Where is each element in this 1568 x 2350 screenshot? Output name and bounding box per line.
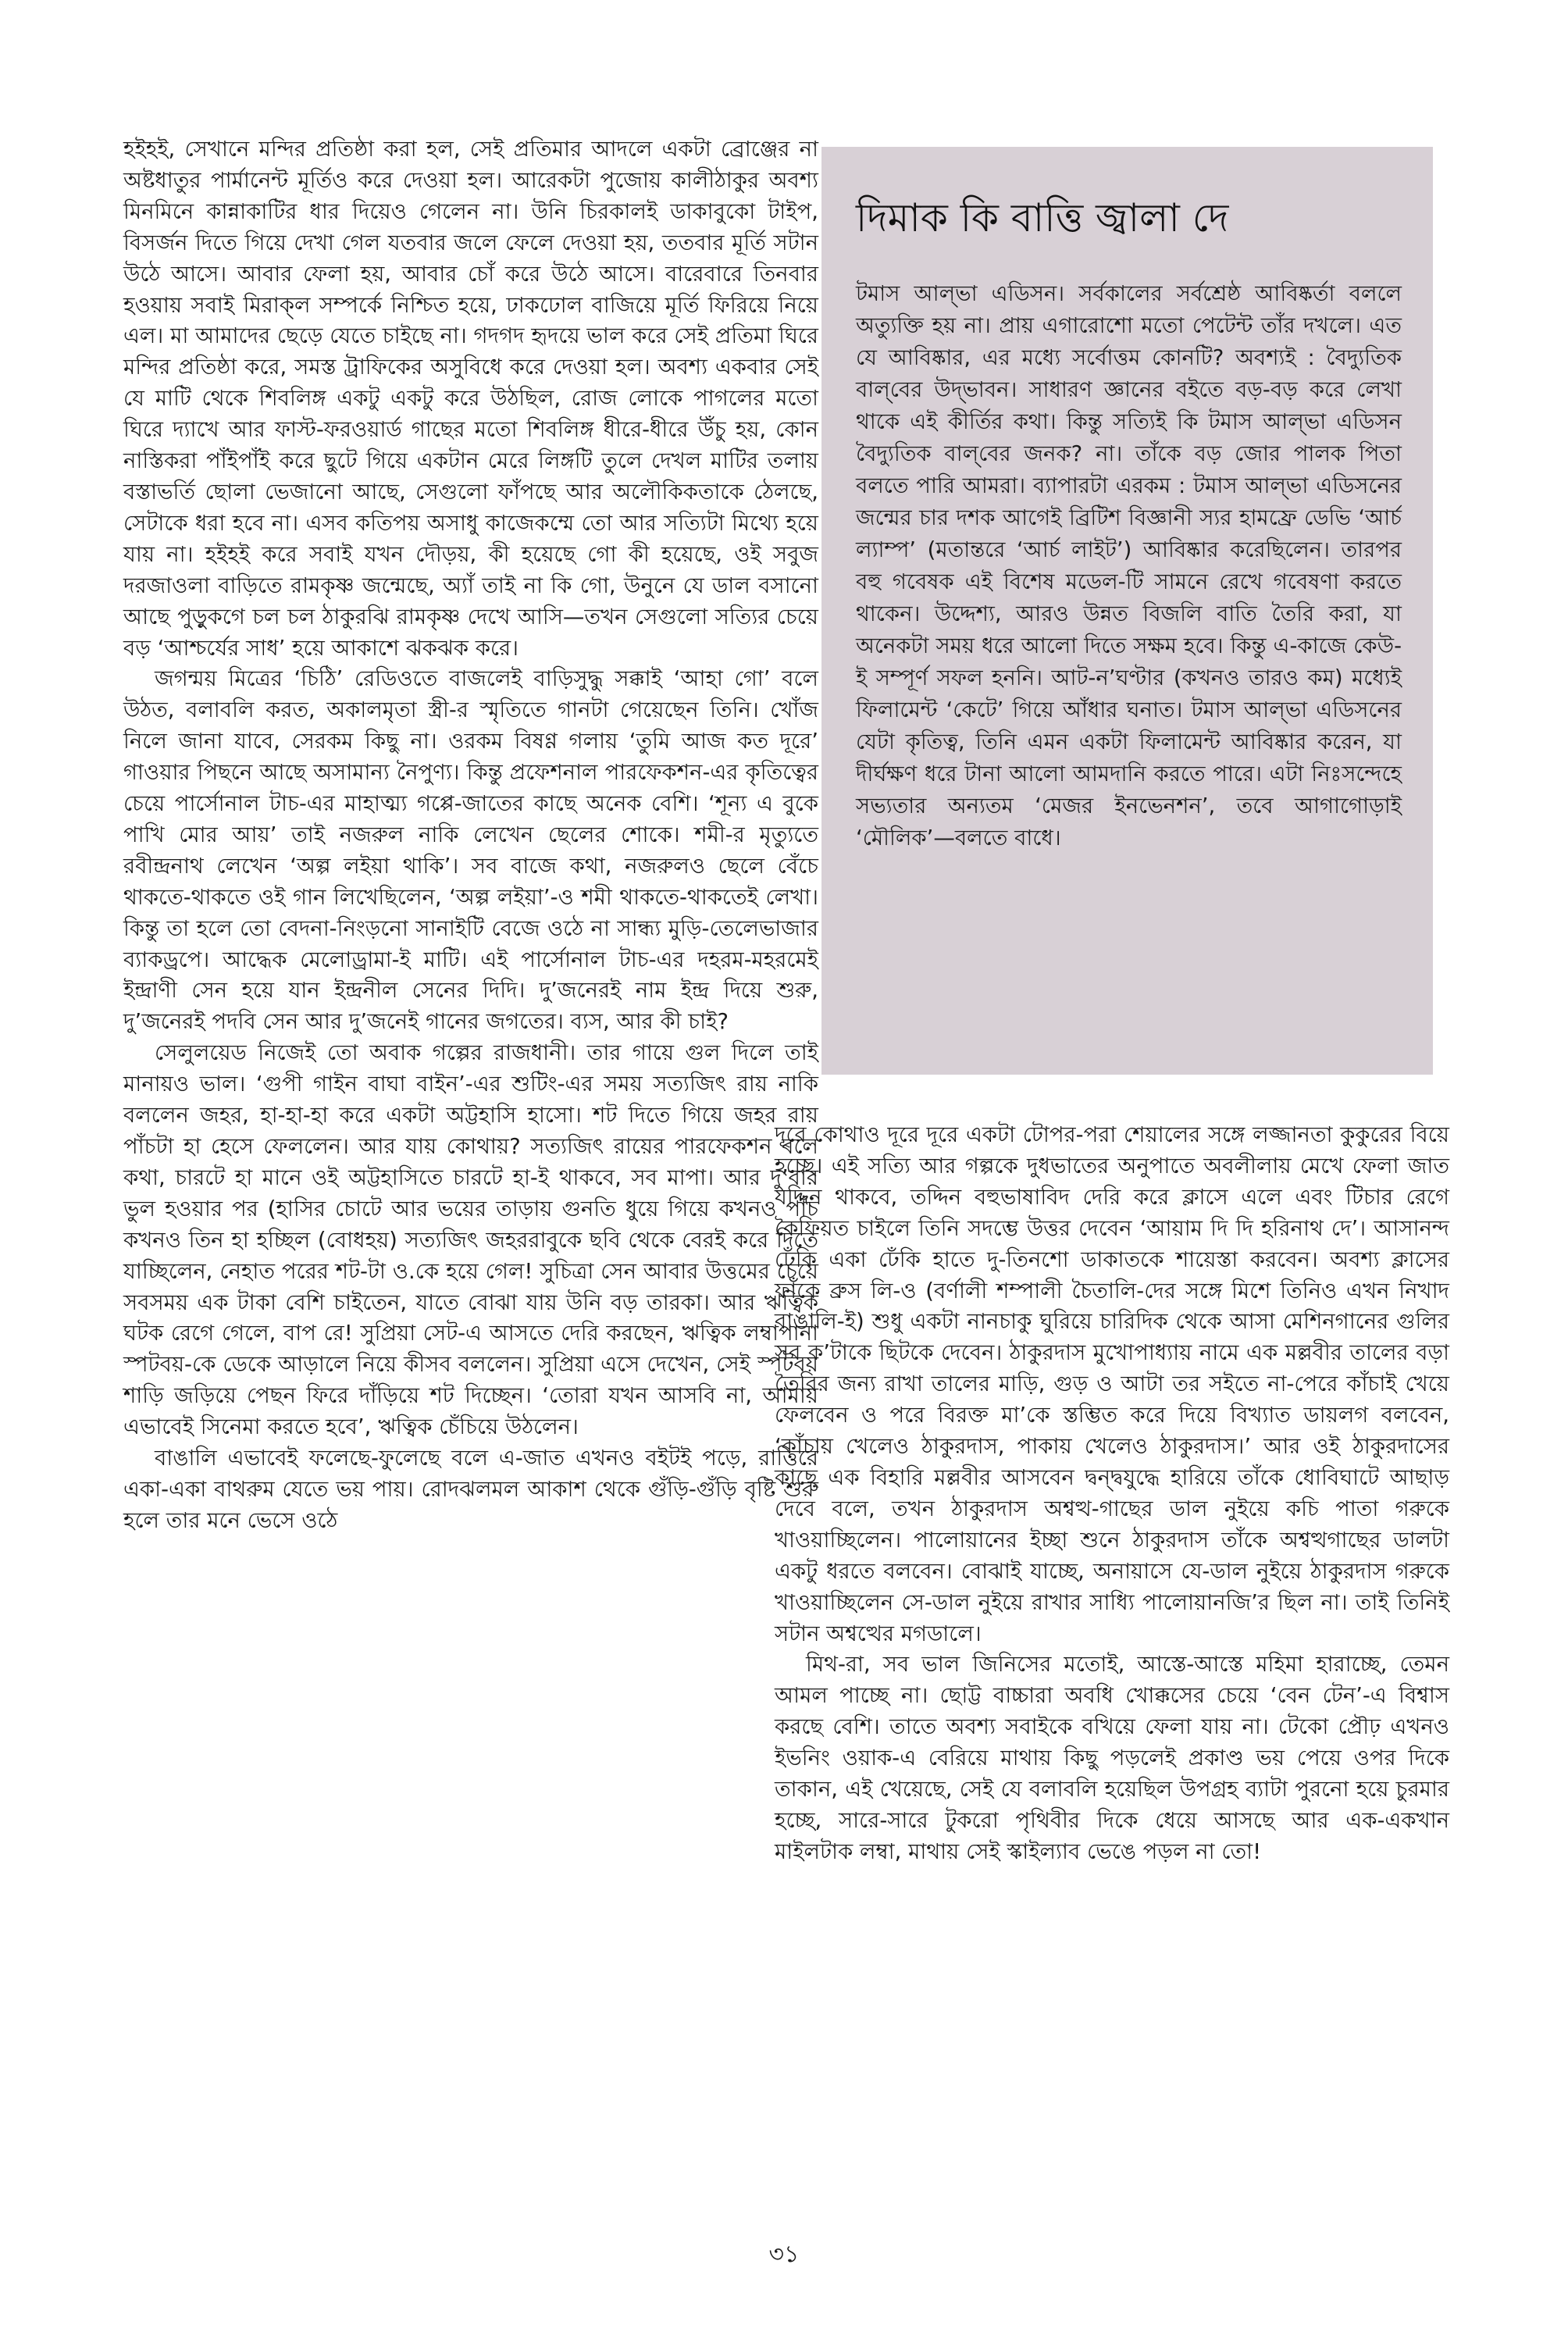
left-paragraph-1: হইহই, সেখানে মন্দির প্রতিষ্ঠা করা হল, সেই প্রতিমার আদলে একটা ব্রোঞ্জের না অষ্টধাতুর পার্মানেন্ট মূর্তিও করে দেওয়া হল। আরেকটা পুজোয় কালীঠাকুর অবশ্য মিনমিনে কান্নাকাটির ধার দিয়েও গেলেন না। উনি চিরকালই ডাকাবুকো টাইপ, বিসর্জন দিতে গিয়ে দেখা গেল যতবার জলে ফেলে দেওয়া হয়, ততবার মূর্তি সটান উঠে আসে। আবার ফেলা হয়, আবার চোঁ করে উঠে আসে। বারেবারে তিনবার হওয়ায় সবাই মিরাক্‌ল সম্পর্কে নিশ্চিত হয়ে, ঢাকঢোল বাজিয়ে মূর্তি ফিরিয়ে নিয়ে এল। মা আমাদের ছেড়ে যেতে চাইছে না। গদগদ হৃদয়ে ভাল করে সেই প্রতিমা ঘিরে মন্দির প্রতিষ্ঠা করে, সমস্ত ট্রাফিকের অসুবিধে করে দেওয়া হল। অবশ্য একবার সেই যে মাটি থেকে শিবলিঙ্গ একটু একটু করে উঠছিল, রোজ লোকে পাগলের মতো ঘিরে দ্যাখে আর ফাস্ট-ফরওয়ার্ড গাছের মতো শিবলিঙ্গ ধীরে-ধীরে উঁচু হয়, কোন নাস্তিকরা পাঁইপাঁই করে ছুটে গিয়ে একটান মেরে লিঙ্গটি তুলে দেখল মাটির তলায় বস্তাভর্তি ছোলা ভেজানো আছে, সেগুলো ফাঁপছে আর অলৌকিকতাকে ঠেলছে, সেটাকে ধরা হবে না। এসব কতিপয় অসাধু কাজেকম্মে তো আর সত্যিটা মিথ্যে হয়ে যায় না। হইহই করে সবাই যখন দৌড়য়, কী হয়েছে গো কী হয়েছে, ওই সবুজ দরজাওলা বাড়িতে রামকৃষ্ণ জন্মেছে, অ্যাঁ তাই না কি গো, উনুনে যে ডাল বসানো আছে পুড়ুকগে চল চল ঠাকুরঝি রামকৃষ্ণ দেখে আসি—তখন সেগুলো সত্যির চেয়ে বড় ‘আশ্চর্যের সাধ’ হয়ে আকাশে ঝকঝক করে।: [123, 137, 818, 661]
left-paragraph-2: জগন্ময় মিত্রের ‘চিঠি’ রেডিওতে বাজলেই বাড়িসুদ্ধু সক্কাই ‘আহা গো’ বলে উঠত, বলাবলি করত, অকালমৃতা স্ত্রী-র স্মৃতিতে গানটা গেয়েছেন তিনি। খোঁজ নিলে জানা যাবে, সেরকম কিছু না। ওরকম বিষণ্ণ গলায় ‘তুমি আজ কত দূরে’ গাওয়ার পিছনে আছে অসামান্য নৈপুণ্য। কিন্তু প্রফেশনাল পারফেকশন-এর কৃতিত্বের চেয়ে পার্সোনাল টাচ-এর মাহাত্ম্য গপ্পে-জাতের কাছে অনেক বেশি। ‘শূন্য এ বুকে পাখি মোর আয়’ তাই নজরুল নাকি লেখেন ছেলের শোকে। শমী-র মৃত্যুতে রবীন্দ্রনাথ লেখেন ‘অল্প লইয়া থাকি’। সব বাজে কথা, নজরুলও ছেলে বেঁচে থাকতে-থাকতে ওই গান লিখেছিলেন, ‘অল্প লইয়া’-ও শমী থাকতে-থাকতেই লেখা। কিন্তু তা হলে তো বেদনা-নিংড়নো সানাইটি বেজে ওঠে না সান্ধ্য মুড়ি-তেলেভাজার ব্যাকড্রপে। আদ্ধেক মেলোড্রামা-ই মাটি। এই পার্সোনাল টাচ-এর দহরম-মহরমেই ইন্দ্রাণী সেন হয়ে যান ইন্দ্রনীল সেনের দিদি। দু’জনেরই নাম ইন্দ্র দিয়ে শুরু, দু’জনেরই পদবি সেন আর দু’জনেই গানের জগতের। ব্যস, আর কী চাই?: [123, 666, 818, 1035]
sidebar-box: [821, 147, 1433, 1075]
left-column: [123, 134, 818, 1537]
sidebar-paragraph: টমাস আল্‌ভা এডিসন। সর্বকালের সর্বশ্রেষ্ঠ আবিষ্কর্তা বললে অত্যুক্তি হয় না। প্রায় এগারোশো মতো পেটেন্ট তাঁর দখলে। এত যে আবিষ্কার, এর মধ্যে সর্বোত্তম কোনটি? অবশ্যই : বৈদ্যুতিক বাল্‌বের উদ্‌ভাবন। সাধারণ জ্ঞানের বইতে বড়-বড় করে লেখা থাকে এই কীর্তির কথা। কিন্তু সত্যিই কি টমাস আল্‌ভা এডিসন বৈদ্যুতিক বাল্‌বের জনক? না। তাঁকে বড় জোর পালক পিতা বলতে পারি আমরা। ব্যাপারটা এরকম : টমাস আল্‌ভা এডিসনের জন্মের চার দশক আগেই ব্রিটিশ বিজ্ঞানী স্যর হামফ্রে ডেভি ‘আর্চ ল্যাম্প’ (মতান্তরে ‘আর্চ লাইট’) আবিষ্কার করেছিলেন। তারপর বহু গবেষক এই বিশেষ মডেল-টি সামনে রেখে গবেষণা করতে থাকেন। উদ্দেশ্য, আরও উন্নত বিজলি বাতি তৈরি করা, যা অনেকটা সময় ধরে আলো দিতে সক্ষম হবে। কিন্তু এ-কাজে কেউ-ই সম্পূর্ণ সফল হননি। আট-ন’ঘণ্টার (কখনও তারও কম) মধ্যেই ফিলামেন্ট ‘কেটে’ গিয়ে আঁধার ঘনাত। টমাস আল্‌ভা এডিসনের যেটা কৃতিত্ব, তিনি এমন একটা ফিলামেন্ট আবিষ্কার করেন, যা দীর্ঘক্ষণ ধরে টানা আলো আমদানি করতে পারে। এটা নিঃসন্দেহে সভ্যতার অন্যতম ‘মেজর ইনভেনশন’, তবে আগাগোড়াই ‘মৌলিক’—বলতে বাধে।: [856, 281, 1402, 850]
right-paragraph-2: মিথ-রা, সব ভাল জিনিসের মতোই, আস্তে-আস্তে মহিমা হারাচ্ছে, তেমন আমল পাচ্ছে না। ছোট্ট বাচ্চারা অবধি খোক্কসের চেয়ে ‘বেন টেন’-এ বিশ্বাস করছে বেশি। তাতে অবশ্য সবাইকে বখিয়ে ফেলা যায় না। টেকো প্রৌঢ় এখনও ইভনিং ওয়াক-এ বেরিয়ে মাথায় কিছু পড়লেই প্রকাণ্ড ভয় পেয়ে ওপর দিকে তাকান, এই খেয়েছে, সেই যে বলাবলি হয়েছিল উপগ্রহ ব্যাটা পুরনো হয়ে চুরমার হচ্ছে, সারে-সারে টুকরো পৃথিবীর দিকে ধেয়ে আসছে আর এক-একখান মাইলটাক লম্বা, মাথায় সেই স্কাইল্যাব ভেঙে পড়ল না তো!: [775, 1652, 1449, 1864]
sidebar-title: দিমাক কি বাত্তি জ্বালা দে: [856, 195, 1229, 241]
page-number: ৩১: [768, 2241, 800, 2268]
sidebar-body: [856, 278, 1402, 854]
left-paragraph-4: বাঙালি এভাবেই ফলেছে-ফুলেছে বলে এ-জাত এখনও বইটই পড়ে, রাত্তিরে একা-একা বাথরুম যেতে ভয় পায়। রোদঝলমল আকাশ থেকে গুঁড়ি-গুঁড়ি বৃষ্টি শুরু হলে তার মনে ভেসে ওঠে: [123, 1446, 818, 1533]
right-column: [775, 1120, 1449, 1868]
right-paragraph-1: দূরে কোথাও দূরে দূরে একটা টোপর-পরা শেয়ালের সঙ্গে লজ্জানতা কুকুরের বিয়ে হচ্ছে। এই সত্যি আর গল্পকে দুধভাতের অনুপাতে অবলীলায় মেখে ফেলা জাত যদ্দিন থাকবে, তদ্দিন বহুভাষাবিদ দেরি করে ক্লাসে এলে এবং টিচার রেগে কৈফিয়ত চাইলে তিনি সদম্ভে উত্তর দেবেন ‘আয়াম দি দি হরিনাথ দে’। আসানন্দ ঢেঁকি একা ঢেঁকি হাতে দু-তিনশো ডাকাতকে শায়েস্তা করবেন। অবশ্য ক্লাসের ফাঁকে ব্রুস লি-ও (বর্ণালী শম্পালী চৈতালি-দের সঙ্গে মিশে তিনিও এখন নিখাদ বাঙালি-ই) শুধু একটা নানচাকু ঘুরিয়ে চারিদিক থেকে আসা মেশিনগানের গুলির সব ক’টাকে ছিটকে দেবেন। ঠাকুরদাস মুখোপাধ্যায় নামে এক মল্লবীর তালের বড়া তৈরির জন্য রাখা তালের মাড়ি, গুড় ও আটা তর সইতে না-পেরে কাঁচাই খেয়ে ফেলবেন ও পরে বিরক্ত মা’কে স্তম্ভিত করে দিয়ে বিখ্যাত ডায়লগ বলবেন, ‘কাঁচায় খেলেও ঠাকুরদাস, পাকায় খেলেও ঠাকুরদাস।’ আর ওই ঠাকুরদাসের কাছে এক বিহারি মল্লবীর আসবেন দ্বন্দ্বযুদ্ধে হারিয়ে তাঁকে ধোবিঘাটে আছাড় দেবে বলে, তখন ঠাকুরদাস অশ্বত্থ-গাছের ডাল নুইয়ে কচি পাতা গরুকে খাওয়াচ্ছিলেন। পালোয়ানের ইচ্ছা শুনে ঠাকুরদাস তাঁকে অশ্বত্থগাছের ডালটা একটু ধরতে বলবেন। বোঝাই যাচ্ছে, অনায়াসে যে-ডাল নুইয়ে ঠাকুরদাস গরুকে খাওয়াচ্ছিলেন সে-ডাল নুইয়ে রাখার সাধ্যি পালোয়ানজি’র ছিল না। তাই তিনিই সটান অশ্বত্থের মগডালে।: [775, 1122, 1449, 1646]
left-paragraph-3: সেলুলয়েড নিজেই তো অবাক গল্পের রাজধানী। তার গায়ে গুল দিলে তাই মানায়ও ভাল। ‘গুপী গাইন বাঘা বাইন’-এর শুটিং-এর সময় সত্যজিৎ রায় নাকি বললেন জহর, হা-হা-হা করে একটা অট্টহাসি হাসো। শট দিতে গিয়ে জহর রায় পাঁচটা হা হেসে ফেললেন। আর যায় কোথায়? সত্যজিৎ রায়ের পারফেকশন বলে কথা, চারটে হা মানে ওই অট্টহাসিতে চারটে হা-ই থাকবে, সব মাপা। আর দু’বার ভুল হওয়ার পর (হাসির চোটে আর ভয়ের তাড়ায় গুনতি ধুয়ে গিয়ে কখনও পাঁচ কখনও তিন হা হচ্ছিল (বোধহয়) সত্যজিৎ জহররাবুকে ছবি থেকে বেরই করে দিতে যাচ্ছিলেন, নেহাত পরের শট-টা ও.কে হয়ে গেল! সুচিত্রা সেন আবার উত্তমের চেয়ে সবসময় এক টাকা বেশি চাইতেন, যাতে বোঝা যায় উনি বড় তারকা। আর ঋত্বিক ঘটক রেগে গেলে, বাপ রে! সুপ্রিয়া সেট-এ আসতে দেরি করছেন, ঋত্বিক লম্বাপানা স্পটবয়-কে ডেকে আড়ালে নিয়ে কীসব বললেন। সুপ্রিয়া এসে দেখেন, সেই স্পটবয় শাড়ি জড়িয়ে পেছন ফিরে দাঁড়িয়ে শট দিচ্ছেন। ‘তোরা যখন আসবি না, আমায় এভাবেই সিনেমা করতে হবে’, ঋত্বিক চেঁচিয়ে উঠলেন।: [123, 1040, 818, 1440]
